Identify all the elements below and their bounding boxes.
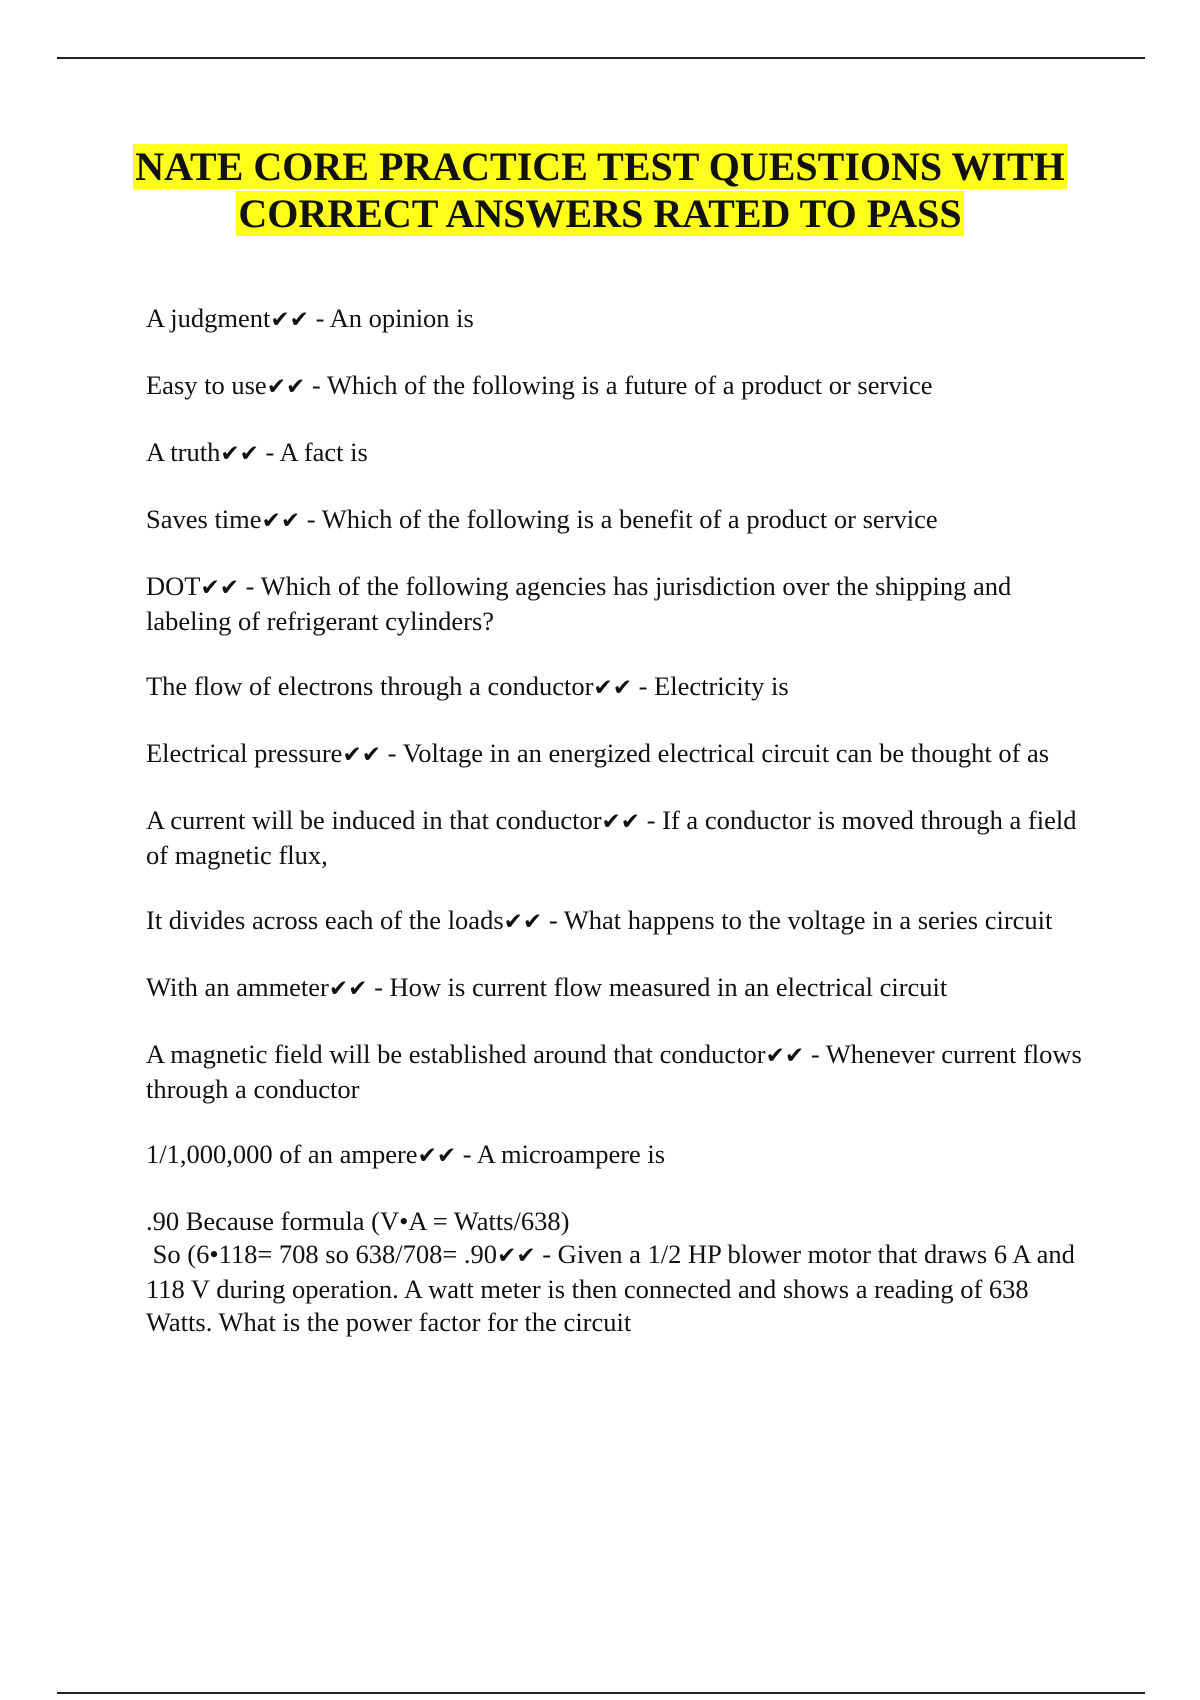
check-mark-icon: ✔✔ [200,575,240,601]
check-mark-icon: ✔✔ [261,508,301,534]
list-item [146,369,1096,404]
check-mark-icon: ✔✔ [497,1243,536,1269]
answer-text: With an ammeter [146,972,329,1002]
check-mark-icon: ✔✔ [328,976,368,1002]
question-text: - A fact is [258,437,368,467]
list-item [146,670,1096,705]
list-item [146,570,1096,638]
check-mark-icon: ✔✔ [503,909,543,935]
answer-text: A judgment [146,303,271,333]
list-item [146,1138,1096,1173]
list-item [146,302,1096,337]
list-item [146,503,1096,538]
title-line-2: CORRECT ANSWERS RATED TO PASS [238,191,962,236]
answer-text: Easy to use [146,370,267,400]
answer-text: The flow of electrons through a conductor [146,671,594,701]
list-item [146,737,1096,772]
check-mark-icon: ✔✔ [765,1043,805,1069]
question-answer-list [146,302,1096,1371]
question-text: - An opinion is [308,303,474,333]
list-item [146,804,1096,872]
question-text: - How is current flow measured in an electrical circuit [367,972,948,1002]
answer-text: .90 Because formula (V•A = Watts/638) So (6•118= 708 so 638/708= .90 [146,1206,570,1269]
answer-text: Saves time [146,504,262,534]
answer-text: It divides across each of the loads [146,905,504,935]
question-text: - Whenever current flows through a conductor [146,1039,1089,1104]
check-mark-icon: ✔✔ [266,374,306,400]
check-mark-icon: ✔✔ [601,809,641,835]
question-text: - Which of the following is a future of a product or service [305,370,933,400]
question-text: - Given a 1/2 HP blower motor that draws 6 A and 118 V during operation. A watt meter is then connected and shows a reading of 638 Watts. What is the power factor for the circuit [146,1239,1082,1337]
question-text: - Which of the following is a benefit of a product or service [300,504,938,534]
document-title [0,143,1200,237]
check-mark-icon: ✔✔ [593,675,632,701]
question-text: - Voltage in an energized electrical circuit can be thought of as [380,738,1050,768]
answer-text: A magnetic field will be established around that conductor [146,1039,766,1069]
check-mark-icon: ✔✔ [417,1143,457,1169]
question-text: - Which of the following agencies has jurisdiction over the shipping and labeling of refrigerant cylinders? [146,571,1018,636]
check-mark-icon: ✔✔ [270,307,309,333]
check-mark-icon: ✔✔ [220,441,259,467]
title-line-1: NATE CORE PRACTICE TEST QUESTIONS WITH [135,144,1065,189]
question-text: - If a conductor is moved through a field of magnetic flux, [146,805,1084,870]
answer-text: 1/1,000,000 of an ampere [146,1139,418,1169]
list-item [146,904,1096,939]
answer-text: DOT [146,571,201,601]
answer-text: A current will be induced in that conductor [146,805,602,835]
answer-text: A truth [146,437,221,467]
question-text: - What happens to the voltage in a series circuit [542,905,1053,935]
check-mark-icon: ✔✔ [342,742,381,768]
bottom-rule [57,1692,1145,1694]
list-item [146,436,1096,471]
question-text: - Electricity is [631,671,789,701]
list-item [146,971,1096,1006]
list-item [146,1038,1096,1106]
question-text: - A microampere is [456,1139,666,1169]
answer-text: Electrical pressure [146,738,343,768]
list-item [146,1205,1096,1339]
top-rule [57,57,1145,59]
